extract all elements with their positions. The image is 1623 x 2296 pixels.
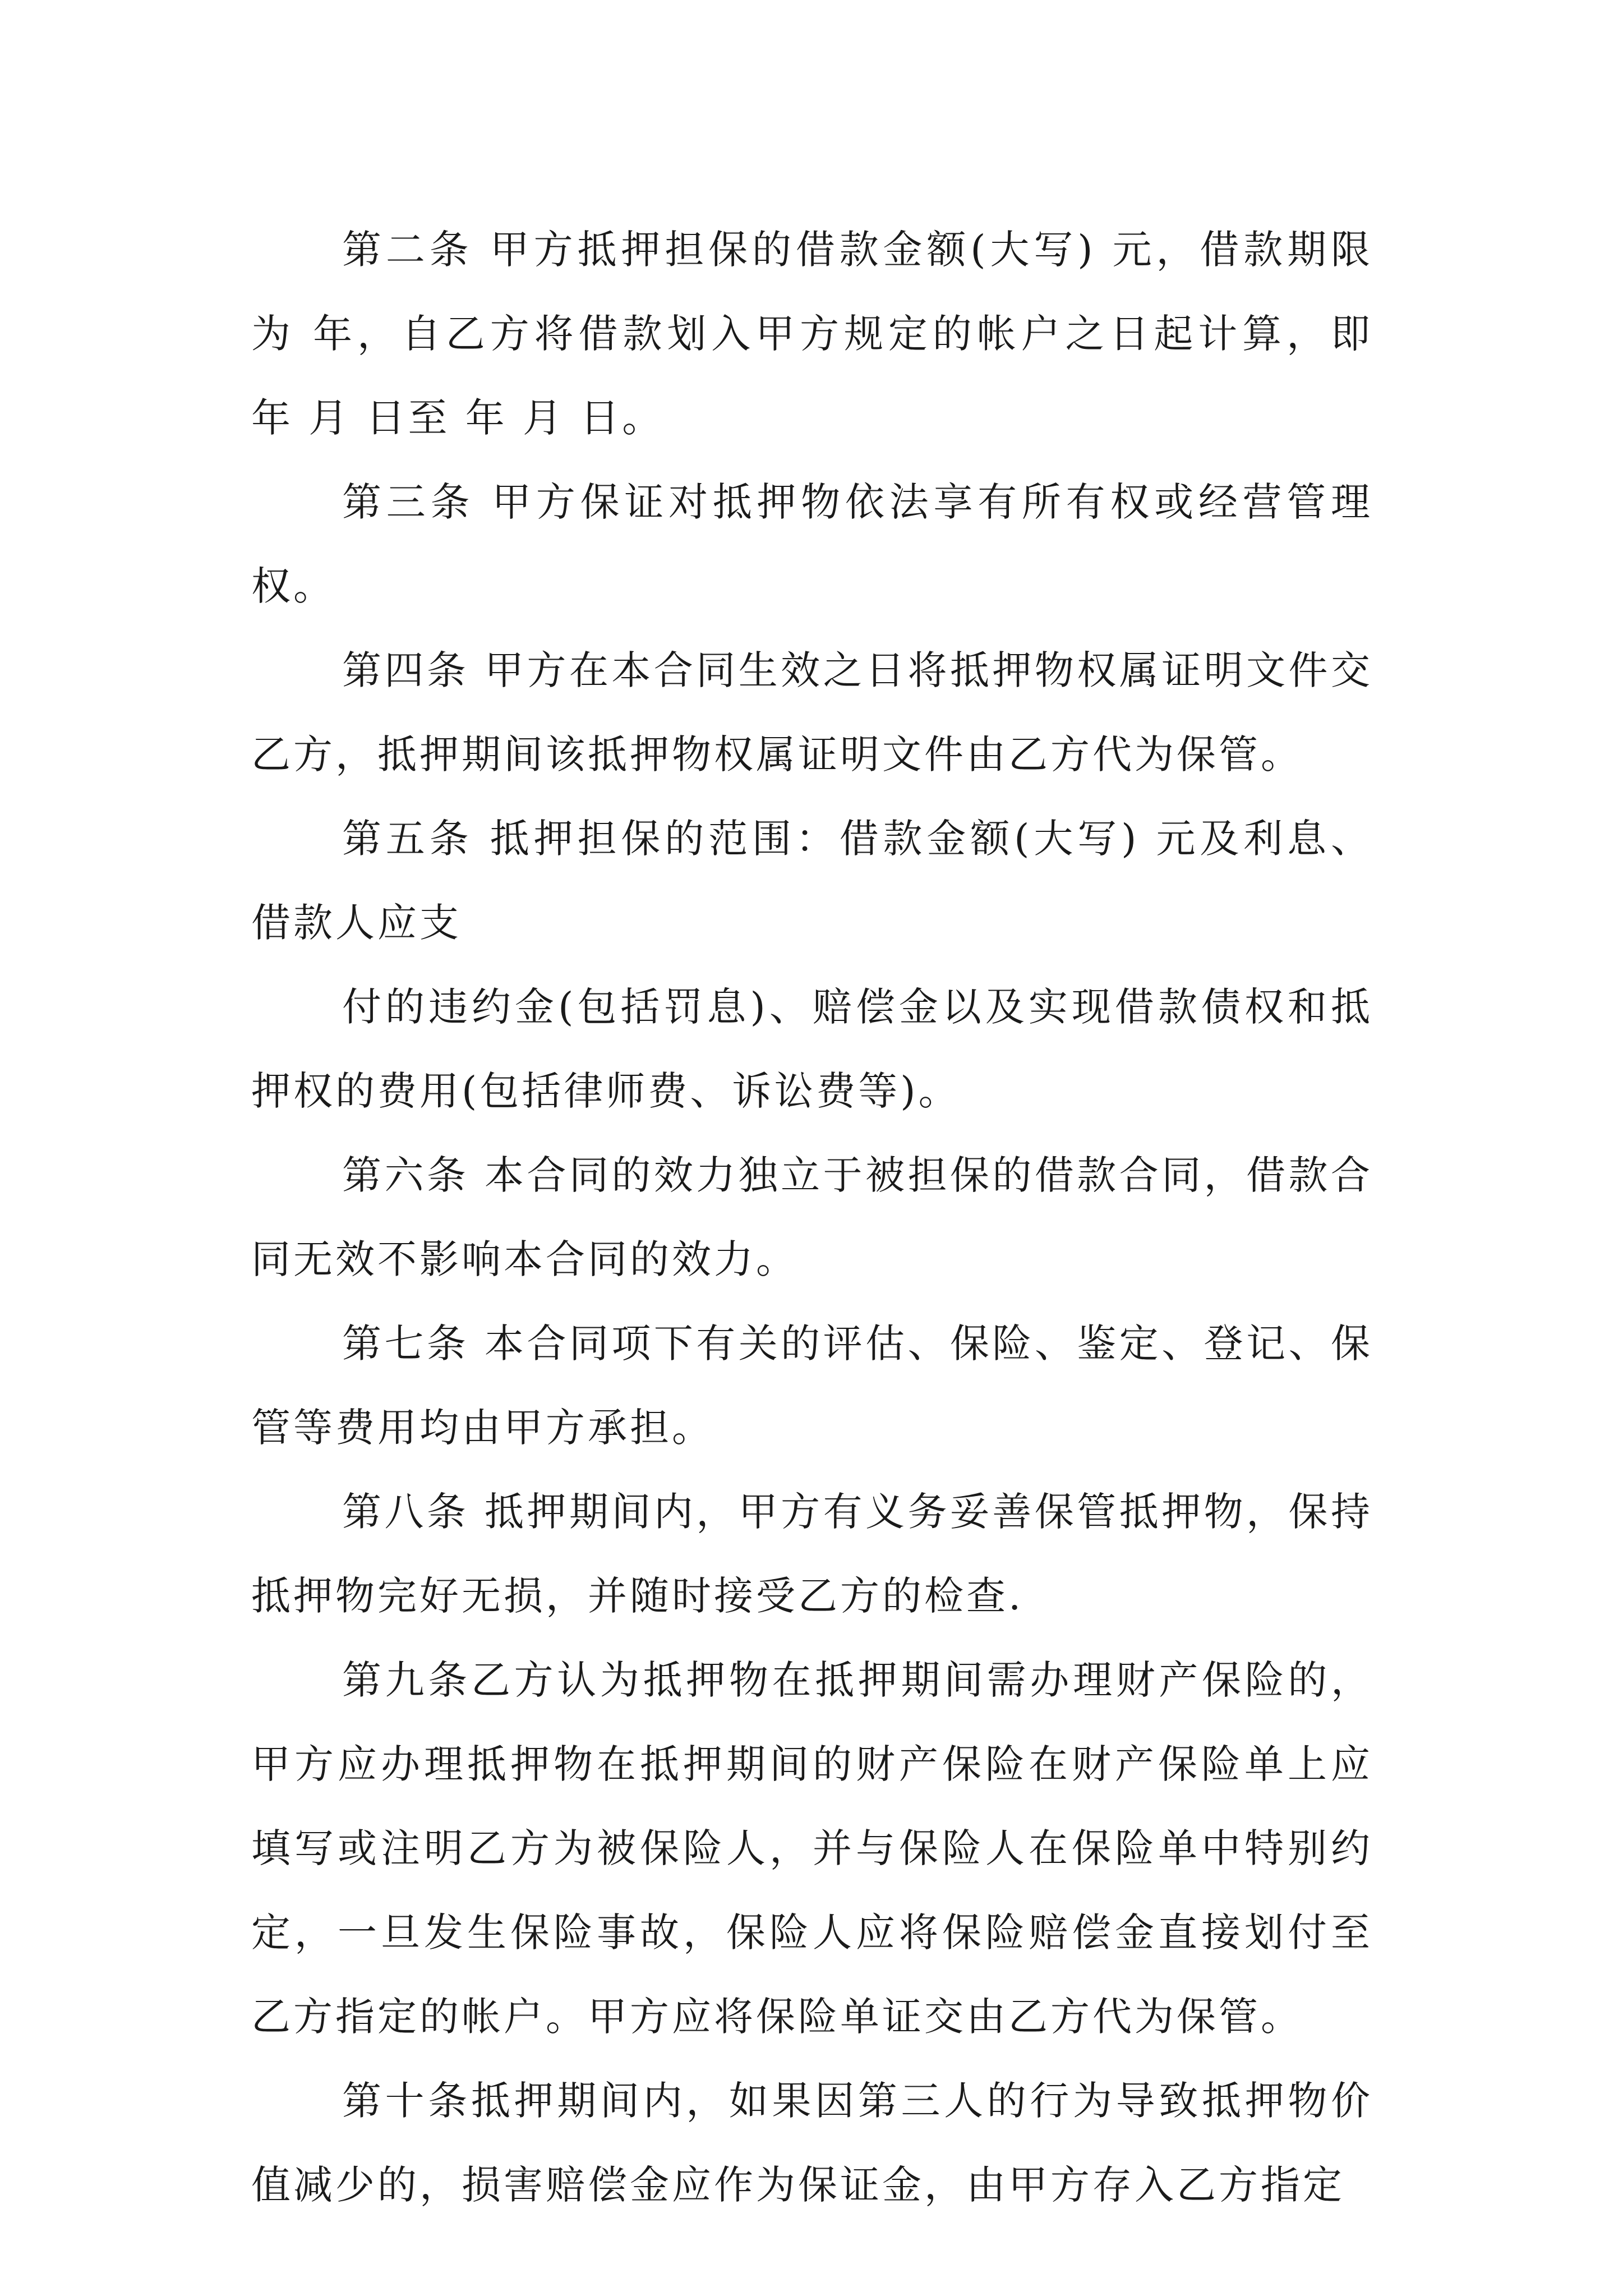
article-2-paragraph: 第二条 甲方抵押担保的借款金额(大写) 元，借款期限为 年，自乙方将借款划入甲方规定的帐户之日起计算，即 年 月 日至 年 月 日。 bbox=[251, 227, 1373, 441]
article-5-continued-paragraph: 付的违约金(包括罚息)、赔偿金以及实现借款债权和抵押权的费用(包括律师费、诉讼费等)。 bbox=[251, 984, 1373, 1114]
article-10-paragraph: 第十条抵押期间内，如果因第三人的行为导致抵押物价值减少的，损害赔偿金应作为保证金，由甲方存入乙方指定 bbox=[251, 2078, 1373, 2208]
article-6-paragraph: 第六条 本合同的效力独立于被担保的借款合同，借款合同无效不影响本合同的效力。 bbox=[251, 1152, 1373, 1282]
article-8-paragraph: 第八条 抵押期间内，甲方有义务妥善保管抵押物，保持抵押物完好无损，并随时接受乙方的检查. bbox=[251, 1489, 1373, 1619]
article-9-paragraph: 第九条乙方认为抵押物在抵押期间需办理财产保险的，甲方应办理抵押物在抵押期间的财产保险在财产保险单上应填写或注明乙方为被保险人，并与保险人在保险单中特别约定，一旦发生保险事故，保险人应将保险赔偿金直接划付至乙方指定的帐户。甲方应将保险单证交由乙方代为保管。 bbox=[251, 1657, 1373, 2040]
article-7-paragraph: 第七条 本合同项下有关的评估、保险、鉴定、登记、保管等费用均由甲方承担。 bbox=[251, 1320, 1373, 1451]
article-4-paragraph: 第四条 甲方在本合同生效之日将抵押物权属证明文件交乙方，抵押期间该抵押物权属证明文件由乙方代为保管。 bbox=[251, 647, 1373, 777]
article-5-paragraph: 第五条 抵押担保的范围：借款金额(大写) 元及利息、借款人应支 bbox=[251, 816, 1373, 946]
document-body bbox=[251, 208, 1373, 2227]
article-3-paragraph: 第三条 甲方保证对抵押物依法享有所有权或经营管理权。 bbox=[251, 479, 1373, 609]
